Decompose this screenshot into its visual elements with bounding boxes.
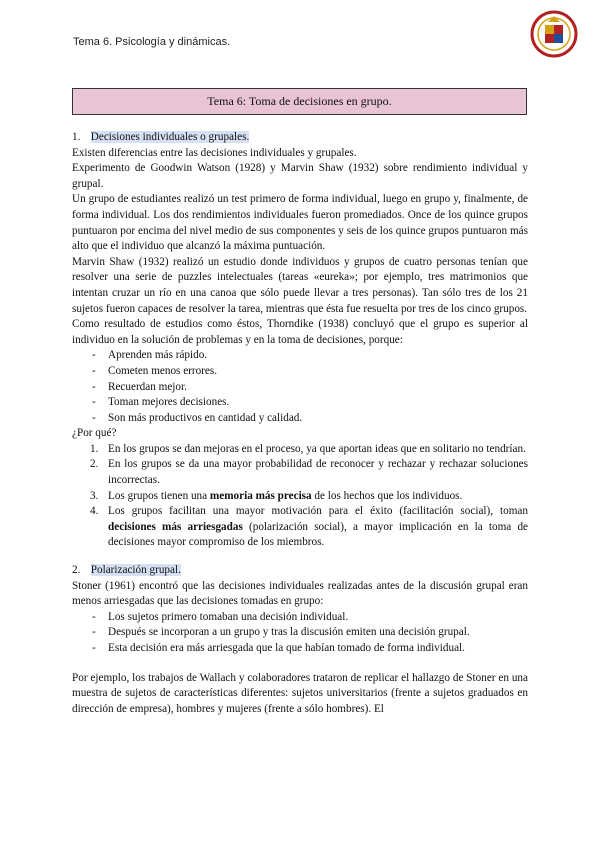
list-item: - Esta decisión era más arriesgada que la que habían tomado de forma individual. — [72, 641, 528, 657]
list-item: 2. En los grupos se da una mayor probabilidad de reconocer y rechazar y rechazar soluciones incorrectas. — [90, 458, 528, 487]
list-item: - Después se incorporan a un grupo y tras la discusión emiten una decisión grupal. — [72, 625, 528, 641]
list-item: - Cometen menos errores. — [72, 364, 528, 380]
list-item: - Aprenden más rápido. — [72, 348, 528, 364]
why-question: ¿Por qué? — [72, 427, 117, 440]
list-item: - Recuerdan mejor. — [72, 380, 528, 396]
document-title: Tema 6: Toma de decisiones en grupo. — [207, 94, 392, 108]
paragraph: Un grupo de estudiantes realizó un test primero de forma individual, luego en grupo y, finalmente, de forma individual. Los dos rendimientos individuales fueron promediados. Once de los quince grupos puntuaron por encima del nivel medio de sus componentes y seis de los quince grupos puntuaron más alto que el individuo que alcanzó la máxima puntuación. — [72, 193, 528, 253]
stoner-steps-list — [72, 610, 528, 657]
list-item: - Toman mejores decisiones. — [72, 395, 528, 411]
advantages-list — [72, 348, 528, 426]
list-item: 4. Los grupos facilitan una mayor motivación para el éxito (facilitación social), toman decisiones más arriesgadas (polarización social), a mayor implicación en la toma de decisiones mayor compromiso de los miembros. — [90, 505, 529, 549]
list-item: - Son más productivos en cantidad y calidad. — [72, 411, 528, 427]
section-2-heading: 2. Polarización grupal. — [72, 564, 181, 577]
list-item: 1. En los grupos se dan mejoras en el proceso, ya que aportan ideas que en solitario no tendrían. — [90, 442, 526, 455]
university-seal-logo — [530, 10, 578, 58]
paragraph: Como resultado de estudios como éstos, Thorndike (1938) concluyó que el grupo es superior al individuo en la solución de problemas y en la toma de decisiones, porque: — [72, 318, 528, 346]
paragraph: Experimento de Goodwin Watson (1928) y Marvin Shaw (1932) sobre rendimiento individual y grupal. — [72, 162, 528, 190]
list-item: 3. Los grupos tienen una memoria más precisa de los hechos que los individuos. — [90, 489, 463, 502]
paragraph: Por ejemplo, los trabajos de Wallach y colaboradores trataron de replicar el hallazgo de Stoner en una muestra de sujetos de características diferentes: sujetos universitarios (frente a sujetos graduados en dirección de empresa), hombres y mujeres (frente a sólo hombres). El — [72, 671, 528, 715]
document-title-box — [72, 88, 527, 115]
paragraph: Marvin Shaw (1932) realizó un estudio donde individuos y grupos de cuatro personas tenían que resolver una serie de puzzles intelectuales (tareas «eureka»; por ejemplo, tres matrimonios que intentan cruzar un río en una canoa que sólo puede llevar a tres personas). Tan sólo tres de los 21 sujetos fueron capaces de resolver la tarea, mientras que ésta fue resuelta por tres de los cinco grupos. — [72, 255, 528, 315]
paragraph: Existen diferencias entre las decisiones individuales y grupales. — [72, 146, 357, 159]
page-header: Tema 6. Psicología y dinámicas. — [73, 36, 231, 48]
reasons-list — [72, 442, 528, 551]
list-item: - Los sujetos primero tomaban una decisión individual. — [72, 610, 528, 626]
section-1-heading: 1. Decisiones individuales o grupales. — [72, 131, 250, 143]
paragraph: Stoner (1961) encontró que las decisiones individuales realizadas antes de la discusión grupal eran menos arriesgadas que las decisiones tomadas en grupo: — [72, 579, 528, 608]
document-body — [72, 130, 528, 717]
